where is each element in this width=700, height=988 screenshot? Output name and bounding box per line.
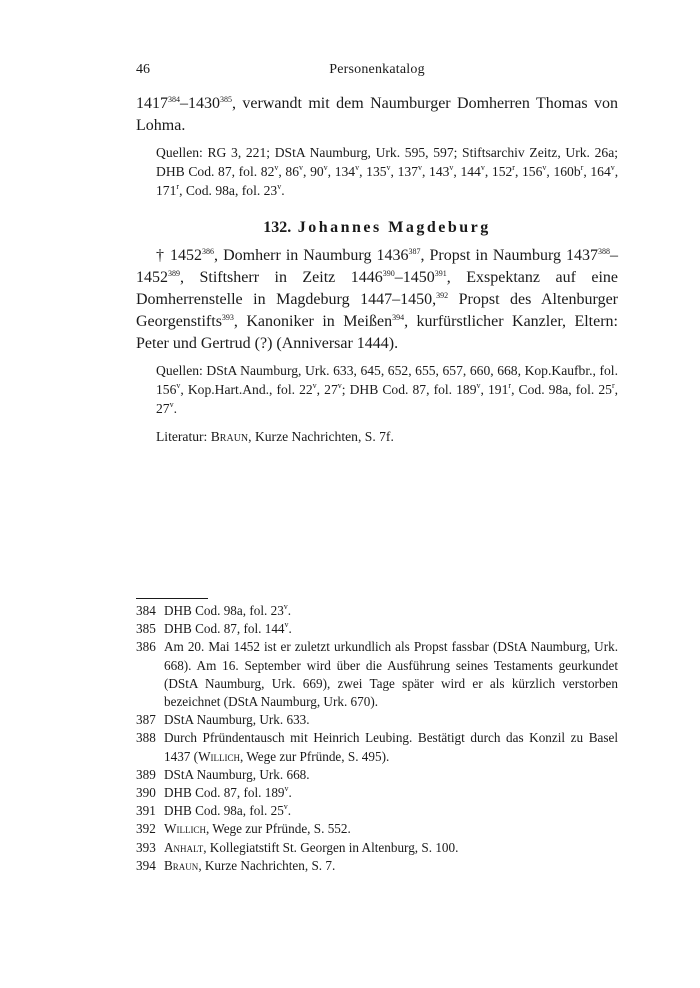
author-name: Willich bbox=[164, 821, 206, 837]
footnote-number: 388 bbox=[136, 730, 156, 746]
footnote-ref[interactable]: 386 bbox=[202, 247, 215, 256]
footnote-385: 385 DHB Cod. 87, fol. 144$^v$. bbox=[136, 620, 618, 638]
footnote-ref[interactable]: 394 bbox=[392, 313, 405, 322]
running-title: Personenkatalog bbox=[329, 62, 425, 77]
entry-132-literature: Literatur: Braun, Kurze Nachrichten, S. 7f. bbox=[156, 429, 394, 444]
footnote-number: 387 bbox=[136, 712, 156, 728]
running-head bbox=[136, 62, 618, 82]
footnote-number: 390 bbox=[136, 785, 156, 801]
entry-number: 132. bbox=[263, 219, 292, 236]
footnote-ref[interactable]: 392 bbox=[436, 291, 449, 300]
author-name: Anhalt bbox=[164, 839, 204, 855]
footnote-ref[interactable]: 389 bbox=[168, 269, 180, 278]
footnote-number: 394 bbox=[136, 857, 156, 873]
footnote-386: 386 Am 20. Mai 1452 ist er zuletzt urkundlich als Propst fassbar (DStA Naumburg, Urk. 668). Am 16. September wird über die Ausführung seines Testaments geurkundet (DStA Naumburg, Urk. 669), zwei Tage später wird er als kürzlich verstorben bezeichnet (DStA Naumburg, Urk. 670). bbox=[136, 638, 618, 711]
footnote-number: 389 bbox=[136, 766, 156, 782]
footnote-384: 384 DHB Cod. 98a, fol. 23$^v$. bbox=[136, 602, 618, 620]
footnote-number: 393 bbox=[136, 839, 156, 855]
main-text bbox=[136, 93, 618, 446]
footnote-392: 392 Willich, Wege zur Pfründe, S. 552. bbox=[136, 820, 618, 838]
author-name: Willich bbox=[198, 748, 241, 764]
footnote-394: 394 Braun, Kurze Nachrichten, S. 7. bbox=[136, 857, 618, 875]
footnote-391: 391 DHB Cod. 98a, fol. 25$^v$. bbox=[136, 802, 618, 820]
author-name: Braun bbox=[210, 429, 249, 444]
footnote-divider bbox=[136, 598, 208, 599]
footnote-number: 392 bbox=[136, 821, 156, 837]
footnote-ref[interactable]: 385 bbox=[220, 95, 232, 104]
footnote-389: 389 DStA Naumburg, Urk. 668. bbox=[136, 766, 618, 784]
footnote-number: 385 bbox=[136, 621, 156, 637]
entry-132-sources: Quellen: DStA Naumburg, Urk. 633, 645, 652, 655, 657, 660, 668, Kop.Kaufbr., fol. 156$^v$, Kop.Hart.And., fol. 22$^v$, 27$^v$; DHB Cod. 87, fol. 189$^v$, 191$^r$, Cod. 98a, fol. 25$^r$, 27$^v$. bbox=[156, 363, 619, 416]
footnote-number: 391 bbox=[136, 803, 156, 819]
footnote-ref[interactable]: 390 bbox=[382, 269, 395, 278]
footnote-number: 386 bbox=[136, 639, 156, 655]
footnote-390: 390 DHB Cod. 87, fol. 189$^v$. bbox=[136, 784, 618, 802]
footnote-ref[interactable]: 384 bbox=[168, 95, 180, 104]
page-number: 46 bbox=[136, 62, 150, 77]
footnote-number: 384 bbox=[136, 603, 156, 618]
entry-name: Johannes Magdeburg bbox=[297, 219, 491, 236]
footnote-ref[interactable]: 393 bbox=[221, 313, 234, 322]
footnote-ref[interactable]: 388 bbox=[598, 247, 611, 256]
footnote-ref[interactable]: 387 bbox=[408, 247, 421, 256]
entry-131-sources: Quellen: RG 3, 221; DStA Naumburg, Urk. 595, 597; Stiftsarchiv Zeitz, Urk. 26a; DHB Cod. 87, fol. 82$^v$, 86$^v$, 90$^v$, 134$^v$, 135$^v$, 137$^v$, 143$^v$, 144$^v$, 152$^r$, 156$^v$, $160b^r$, 164$^v$, 171$^r$, Cod. 98a, fol. 23$^v$. bbox=[156, 145, 619, 198]
footnote-387: 387 DStA Naumburg, Urk. 633. bbox=[136, 711, 618, 729]
entry-132-heading bbox=[136, 219, 618, 237]
footnote-393: 393 Anhalt, Kollegiatstift St. Georgen in Altenburg, S. 100. bbox=[136, 839, 618, 857]
entry-132-body: † 1452$^{386}$, Domherr in Naumburg 1436$^{387}$, Propst in Naumburg 1437$^{388}$–1452$^{389}$, Stiftsherr in Zeitz 1446$^{390}$–1450$^{391}$, Exspektanz auf eine Domherrenstelle in Magdeburg 1447–1450,$^{392}$ Propst des Altenburger Georgenstifts$^{393}$, Kanoniker in Meißen$^{394}$, kurfürstlicher Kanzler, Eltern: Peter und Gertrud (?) (Anniversar 1444). bbox=[136, 247, 619, 352]
footnotes bbox=[136, 602, 618, 875]
author-name: Braun bbox=[164, 857, 199, 873]
entry-131-continuation: 1417$^{384}$–1430$^{385}$, verwandt mit dem Naumburger Domherren Thomas von Lohma. bbox=[136, 95, 618, 134]
footnote-388: 388 Durch Pfründentausch mit Heinrich Leubing. Bestätigt durch das Konzil zu Basel 1437 (Willich, Wege zur Pfründe, S. 495). bbox=[136, 729, 618, 765]
footnote-ref[interactable]: 391 bbox=[434, 269, 447, 278]
